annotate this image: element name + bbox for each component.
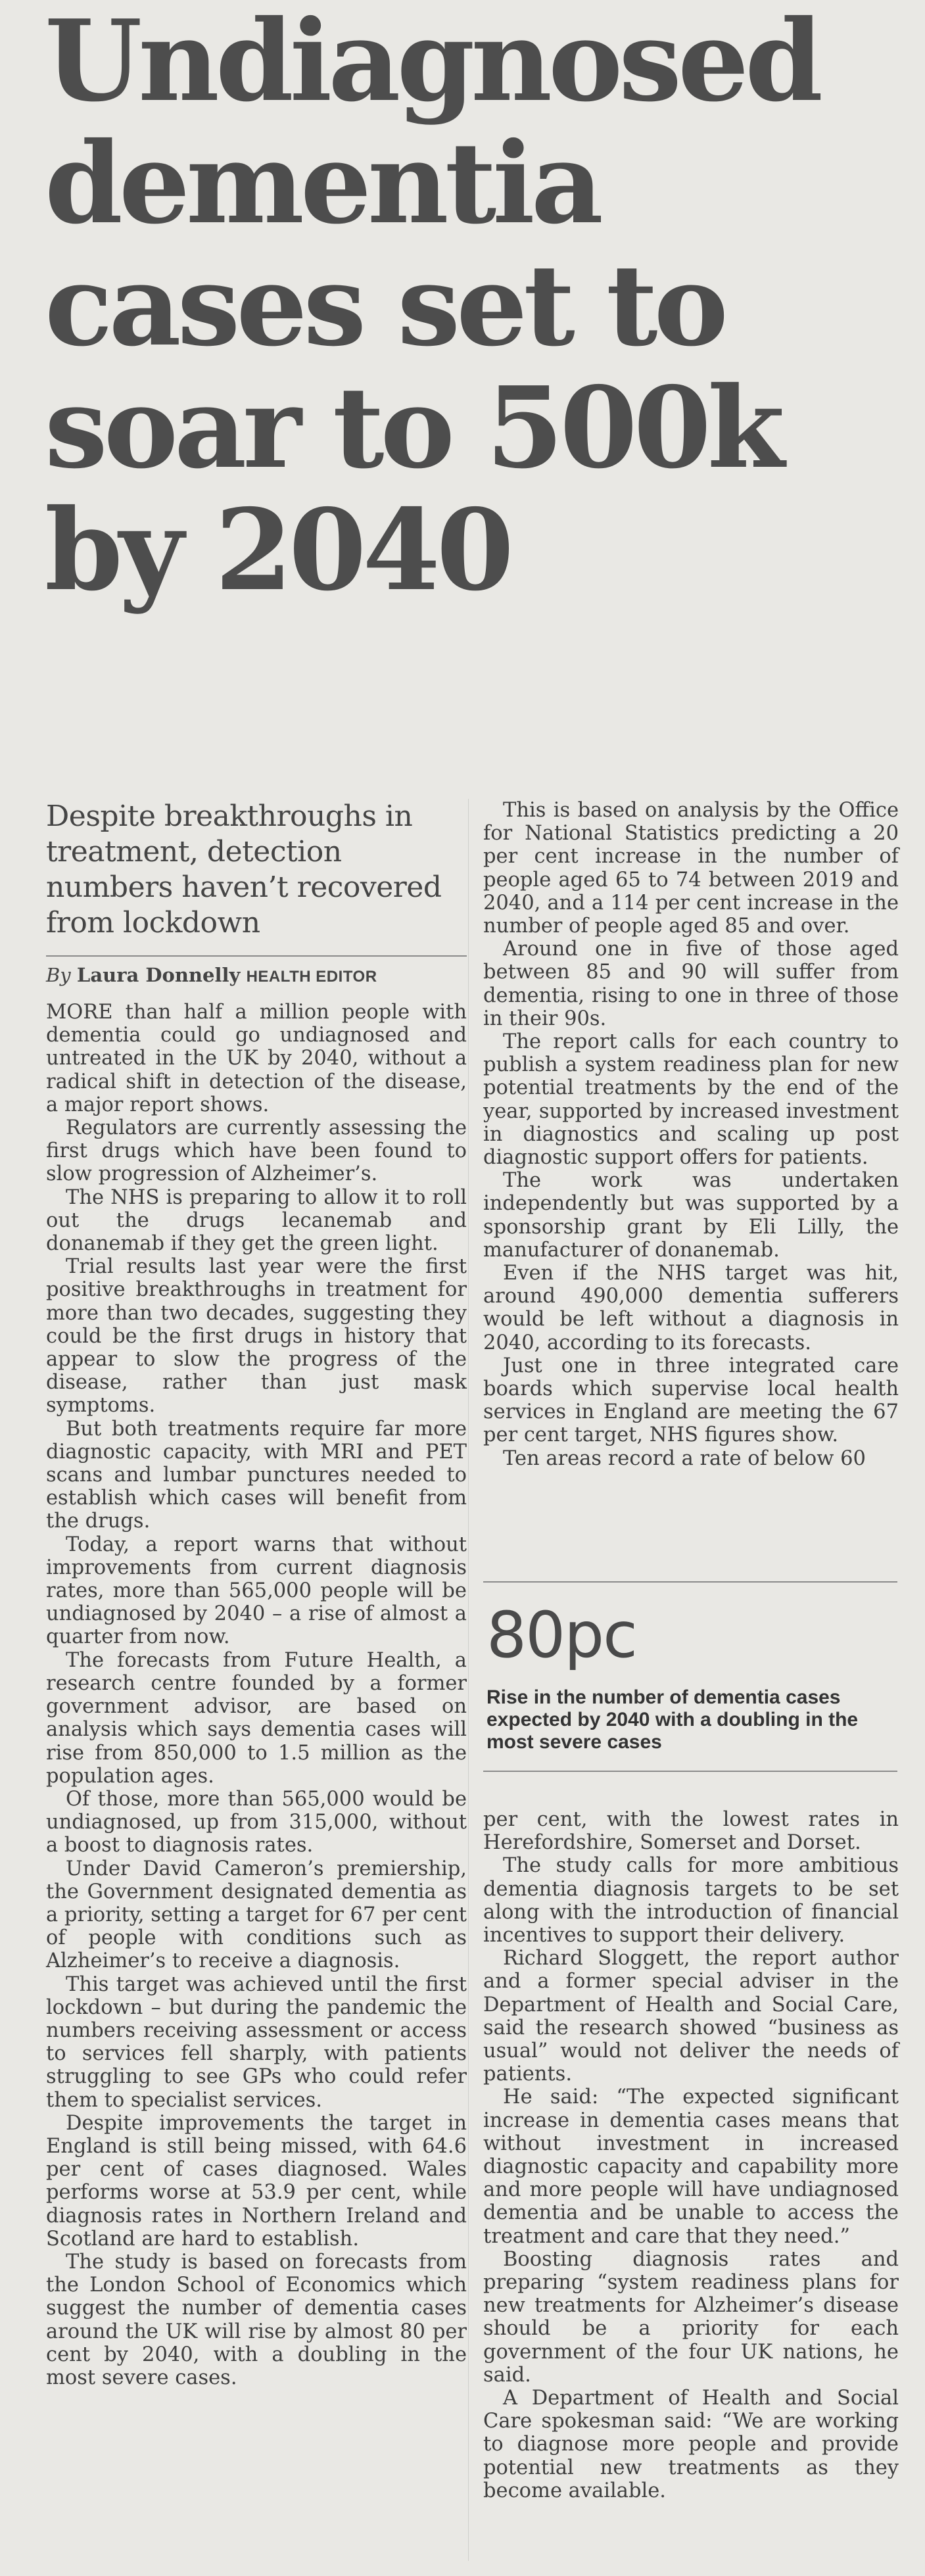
headline-line: Undiagnosed [45, 0, 820, 127]
byline-role: HEALTH EDITOR [246, 968, 377, 986]
paragraph: The study calls for more ambitious dementia diagnosis targets to be set along with the introduction of financial incentives to support their delivery. [483, 1854, 899, 1947]
headline-line: by 2040 [45, 485, 510, 616]
article-body-right-top [483, 799, 899, 1470]
paragraph: Just one in three integrated care boards which supervise local health services in England are meeting the 67 per cent target, NHS figures show. [483, 1354, 899, 1447]
paragraph: But both treatments require far more diagnostic capacity, with MRI and PET scans and lumbar punctures needed to establish which cases will benefit from the drugs. [46, 1417, 467, 1533]
pull-quote-text: Rise in the number of dementia cases expected by 2040 with a doubling in the most severe cases [486, 1686, 859, 1753]
headline-line: soar to 500k [45, 362, 781, 494]
paragraph: Of those, more than 565,000 would be undiagnosed, up from 315,000, without a boost to diagnosis rates. [46, 1787, 467, 1857]
pull-quote-rule-top [483, 1581, 897, 1583]
paragraph: He said: “The expected significant increase in dementia cases means that without investment in increased diagnostic capacity and capability more and more people will have undiagnosed dementia and be unable to access the treatment and care that they need.” [483, 2086, 899, 2248]
paragraph: The report calls for each country to publish a system readiness plan for new potential treatments by the end of the year, supported by increased investment in diagnostics and scaling up post diagnostic support offers for patients. [483, 1030, 899, 1170]
paragraph: Today, a report warns that without improvements from current diagnosis rates, more than 565,000 people will be undiagnosed by 2040 – a rise of almost a quarter from now. [46, 1533, 467, 1649]
article-body-right-bottom [483, 1808, 899, 2502]
paragraph: The work was undertaken independently but was supported by a sponsorship grant by Eli Lilly, the manufacturer of donanemab. [483, 1169, 899, 1262]
article-body-left [46, 1001, 467, 2389]
paragraph: The study is based on forecasts from the London School of Economics which suggest the number of dementia cases around the UK will rise by almost 80 per cent by 2040, with a doubling in the most severe cases. [46, 2250, 467, 2389]
pull-quote-stat: 80pc [486, 1598, 636, 1672]
headline-line: cases set to [45, 240, 724, 371]
headline [45, 0, 899, 616]
paragraph: Boosting diagnosis rates and preparing “system readiness plans for new treatments for Alzheimer’s disease should be a priority for each government of the four UK nations, he said. [483, 2247, 899, 2387]
standfirst: Despite breakthroughs in treatment, detection numbers haven’t recovered from lockdown [46, 799, 442, 940]
byline-by: By [46, 964, 71, 986]
headline-line: dementia [45, 118, 600, 249]
paragraph: The forecasts from Future Health, a research centre founded by a former government advisor, are based on analysis which says dementia cases will rise from 850,000 to 1.5 million as the population ages. [46, 1648, 467, 1788]
paragraph: per cent, with the lowest rates in Herefordshire, Somerset and Dorset. [483, 1808, 899, 1855]
paragraph: A Department of Health and Social Care spokesman said: “We are working to diagnose more people and provide potential new treatments as they become available. [483, 2387, 899, 2502]
paragraph: Regulators are currently assessing the first drugs which have been found to slow progression of Alzheimer’s. [46, 1116, 467, 1186]
byline [46, 961, 467, 991]
left-column [46, 799, 467, 2389]
paragraph: Under David Cameron’s premiership, the Government designated dementia as a priority, setting a target for 67 per cent of people with conditions such as Alzheimer’s to receive a diagnosis. [46, 1857, 467, 1973]
column-divider [468, 799, 469, 2561]
pull-quote-rule-bottom [483, 1771, 897, 1772]
paragraph: The NHS is preparing to allow it to roll out the drugs lecanemab and donanemab if they get the green light. [46, 1185, 467, 1256]
paragraph: This is based on analysis by the Office for National Statistics predicting a 20 per cent increase in the number of people aged 65 to 74 between 2019 and 2040, and a 114 per cent increase in the number of people aged 85 and over. [483, 799, 899, 938]
paragraph: Richard Sloggett, the report author and a former special adviser in the Department of Health and Social Care, said the research showed “business as usual” would not deliver the needs of patients. [483, 1947, 899, 2086]
paragraph: Ten areas record a rate of below 60 [503, 1446, 866, 1470]
pull-quote [483, 1581, 897, 1772]
paragraph: This target was achieved until the first lockdown – but during the pandemic the numbers receiving assessment or access to services fell sharply, with patients struggling to see GPs who could refer them to specialist services. [46, 1972, 467, 2112]
paragraph: Despite improvements the target in England is still being missed, with 64.6 per cent of cases diagnosed. Wales performs worse at 53.9 per cent, while diagnosis rates in Northern Ireland and Scotland are hard to establish. [46, 2111, 467, 2251]
paragraph: Around one in five of those aged between 85 and 90 will suffer from dementia, rising to one in three of those in their 90s. [483, 938, 899, 1030]
byline-author: Laura Donnelly [76, 964, 241, 986]
paragraph: MORE than half a million people with dementia could go undiagnosed and untreated in the UK by 2040, without a radical shift in detection of the disease, a major report shows. [46, 1001, 467, 1116]
standfirst-rule [46, 955, 467, 957]
paragraph: Even if the NHS target was hit, around 490,000 dementia sufferers would be left without a diagnosis in 2040, according to its forecasts. [483, 1262, 899, 1354]
paragraph: Trial results last year were the first positive breakthroughs in treatment for more than two decades, suggesting they could be the first drugs in history that appear to slow the progress of the disease, rather than just mask symptoms. [46, 1255, 467, 1418]
